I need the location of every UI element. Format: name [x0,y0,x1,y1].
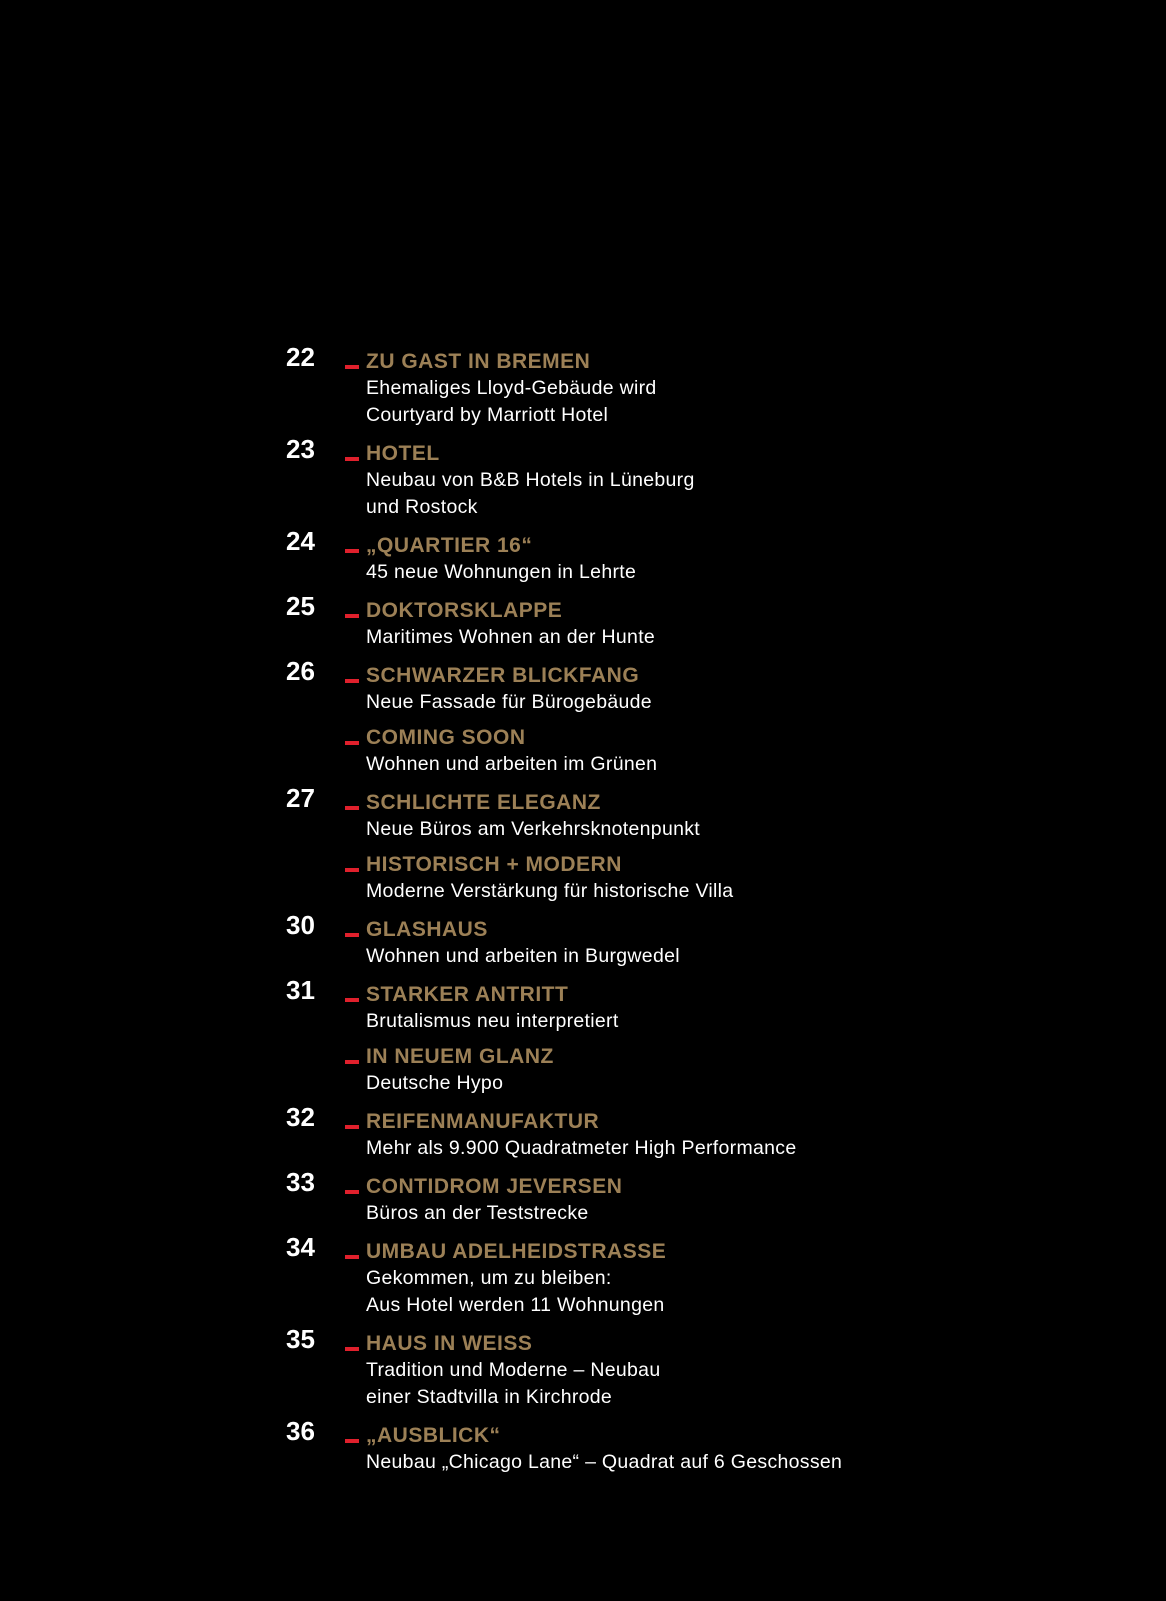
toc-page-number: 24 [286,526,315,556]
red-dash-marker [345,806,359,810]
toc-entry-title: ZU GAST IN BREMEN [366,350,591,373]
toc-page-number: 25 [286,591,315,621]
red-dash-marker [345,614,359,618]
toc-entry-subtitle: Neue Büros am Verkehrsknotenpunkt [366,818,701,840]
toc-entry-subtitle: Neubau „Chicago Lane“ – Quadrat auf 6 Geschossen [366,1451,843,1473]
toc-entry-title: COMING SOON [366,726,526,749]
toc-page-number: 26 [286,656,315,686]
toc-entry-title: REIFENMANUFAKTUR [366,1110,600,1133]
toc-entry-title: „QUARTIER 16“ [366,534,533,557]
toc-entry-subtitle: Deutsche Hypo [366,1072,504,1094]
toc-entry[interactable] [286,910,1006,970]
table-of-contents [286,342,1006,1487]
toc-entry-title: DOKTORSKLAPPE [366,599,563,622]
toc-entry-title: IN NEUEM GLANZ [366,1045,554,1068]
toc-entry-subtitle: Ehemaliges Lloyd-Gebäude wird [366,377,657,399]
toc-entry-subtitle: Wohnen und arbeiten in Burgwedel [366,945,680,967]
red-dash-marker [345,1347,359,1351]
toc-entry-subtitle: Brutalismus neu interpretiert [366,1010,619,1032]
toc-entry[interactable] [286,724,1006,778]
red-dash-marker [345,1439,359,1443]
toc-entry-subtitle: Neue Fassade für Bürogebäude [366,691,652,713]
toc-entry-title: HISTORISCH + MODERN [366,853,622,876]
toc-entry-title: UMBAU ADELHEIDSTRASSE [366,1240,667,1263]
toc-page-number: 33 [286,1167,315,1197]
red-dash-marker [345,365,359,369]
toc-entry-subtitle: Courtyard by Marriott Hotel [366,404,609,426]
toc-page-number: 23 [286,434,315,464]
toc-entry[interactable] [286,526,1006,586]
toc-entry-title: CONTIDROM JEVERSEN [366,1175,623,1198]
toc-entry[interactable] [286,1232,1006,1319]
toc-entry-subtitle: Tradition und Moderne – Neubau [366,1359,661,1381]
toc-entry-subtitle: 45 neue Wohnungen in Lehrte [366,561,637,583]
toc-entry-subtitle: und Rostock [366,496,478,518]
red-dash-marker [345,998,359,1002]
red-dash-marker [345,741,359,745]
toc-page-number: 31 [286,975,315,1005]
toc-page-number: 35 [286,1324,315,1354]
toc-entry-title: SCHWARZER BLICKFANG [366,664,640,687]
toc-entry[interactable] [286,1416,1006,1476]
toc-entry[interactable] [286,783,1006,843]
toc-page-number: 36 [286,1416,315,1446]
toc-entry-title: STARKER ANTRITT [366,983,569,1006]
toc-entry-subtitle: Aus Hotel werden 11 Wohnungen [366,1294,665,1316]
toc-entry-subtitle: einer Stadtvilla in Kirchrode [366,1386,613,1408]
toc-entry-subtitle: Mehr als 9.900 Quadratmeter High Performance [366,1137,797,1159]
toc-entry[interactable] [286,1324,1006,1411]
toc-entry[interactable] [286,1043,1006,1097]
toc-entry-subtitle: Moderne Verstärkung für historische Villa [366,880,734,902]
toc-entry-title: HOTEL [366,442,440,465]
toc-entry[interactable] [286,591,1006,651]
toc-entry[interactable] [286,656,1006,716]
toc-page-number: 22 [286,342,315,372]
red-dash-marker [345,1255,359,1259]
toc-page-number: 27 [286,783,315,813]
toc-entry-subtitle: Maritimes Wohnen an der Hunte [366,626,656,648]
red-dash-marker [345,1125,359,1129]
toc-entry[interactable] [286,434,1006,521]
red-dash-marker [345,933,359,937]
toc-entry-title: HAUS IN WEISS [366,1332,533,1355]
toc-entry-title: „AUSBLICK“ [366,1424,501,1447]
toc-entry-subtitle: Neubau von B&B Hotels in Lüneburg [366,469,695,491]
toc-entry[interactable] [286,1102,1006,1162]
red-dash-marker [345,549,359,553]
red-dash-marker [345,868,359,872]
red-dash-marker [345,1190,359,1194]
toc-page-number: 34 [286,1232,315,1262]
red-dash-marker [345,1060,359,1064]
toc-entry-title: GLASHAUS [366,918,488,941]
red-dash-marker [345,457,359,461]
toc-entry-subtitle: Büros an der Teststrecke [366,1202,589,1224]
toc-entry-subtitle: Wohnen und arbeiten im Grünen [366,753,658,775]
toc-entry[interactable] [286,975,1006,1035]
toc-entry-title: SCHLICHTE ELEGANZ [366,791,601,814]
toc-page-number: 30 [286,910,315,940]
toc-entry-subtitle: Gekommen, um zu bleiben: [366,1267,612,1289]
toc-page-number: 32 [286,1102,315,1132]
red-dash-marker [345,679,359,683]
toc-entry[interactable] [286,1167,1006,1227]
toc-entry[interactable] [286,342,1006,429]
toc-entry[interactable] [286,851,1006,905]
